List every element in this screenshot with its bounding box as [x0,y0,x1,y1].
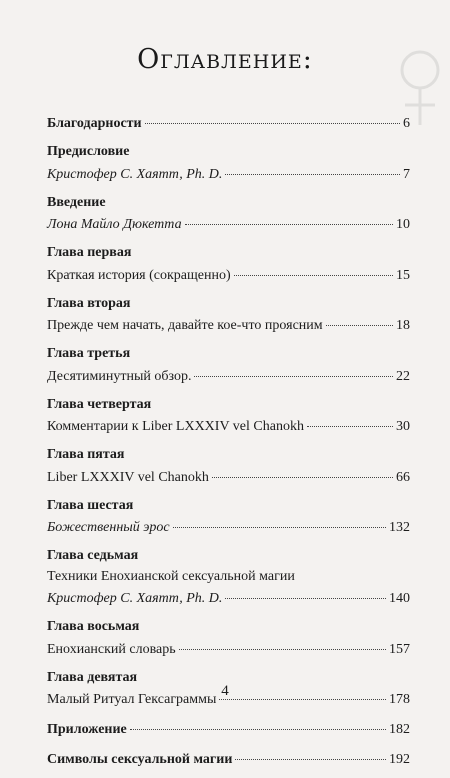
toc-heading: Благодарности [47,116,142,131]
toc-entry-acknowledgements [47,112,410,135]
toc-entry-symbols [47,748,410,771]
dot-leader [185,210,393,225]
toc-heading: Глава шестая [47,497,134,513]
toc-entry-chapter-4 [47,395,410,438]
toc-page-number: 7 [403,166,410,182]
toc-subtitle: Енохианский словарь [47,641,176,657]
toc-heading: Символы сексуальной магии [47,752,233,767]
toc-entry-chapter-5 [47,445,410,488]
toc-page-number: 10 [396,217,410,232]
toc-page-number: 30 [396,419,410,434]
toc-subtitle: Малый Ритуал Гексаграммы [47,692,217,707]
toc-entry-introduction [47,193,410,236]
dot-leader [225,584,386,599]
dot-leader [173,513,386,528]
dot-leader [235,745,386,760]
toc-subtitle: Десятиминутный обзор. [47,368,192,384]
dot-leader [179,635,386,650]
toc-subtitle: Божественный эрос [47,520,170,535]
toc-subtitle: Прежде чем начать, давайте кое-что проясним [47,318,323,333]
dot-leader [225,160,400,175]
toc-entry-appendix [47,718,410,741]
toc-page-number: 157 [389,641,410,657]
toc-subtitle: Краткая история (сокращенно) [47,267,231,283]
toc-entry-chapter-3 [47,344,410,387]
toc-heading: Глава четвертая [47,396,152,412]
toc-heading: Введение [47,194,106,210]
toc-page-number: 192 [389,752,410,767]
dot-leader [307,412,393,427]
toc-page-number: 6 [403,116,410,131]
toc-entry-chapter-7 [47,546,410,610]
toc-subtitle: Техники Енохианской сексуальной магии [47,568,295,584]
dot-leader [145,109,400,124]
toc-entry-preface [47,142,410,185]
table-of-contents [47,112,410,778]
toc-page-number: 182 [389,722,410,737]
toc-heading: Глава пятая [47,447,125,462]
toc-subtitle: Комментарии к Liber LXXXIV vel Chanokh [47,419,304,434]
toc-subtitle: Liber LXXXIV vel Chanokh [47,469,209,485]
toc-heading: Предисловие [47,144,130,159]
toc-heading: Глава первая [47,245,132,260]
toc-page-number: 66 [396,469,410,485]
toc-heading: Глава восьмая [47,619,140,634]
toc-heading: Приложение [47,722,127,737]
toc-entry-chapter-8 [47,617,410,660]
toc-subtitle: Лона Майло Дюкетта [47,217,182,232]
dot-leader [326,311,393,326]
toc-subtitle: Кристофер С. Хаятт, Ph. D. [47,166,223,182]
dot-leader [212,463,393,478]
toc-author: Кристофер С. Хаятт, Ph. D. [47,591,223,606]
page-number: 4 [221,683,229,699]
toc-heading: Глава вторая [47,295,131,311]
toc-page-number: 15 [396,267,410,283]
toc-entry-chapter-6 [47,496,410,539]
dot-leader [194,362,393,377]
dot-leader [130,715,386,730]
toc-entry-chapter-1 [47,243,410,286]
toc-heading: Глава третья [47,346,131,361]
toc-entry-chapter-2 [47,294,410,337]
toc-page-number: 22 [396,368,410,384]
toc-page-number: 132 [389,520,410,535]
toc-page-number: 18 [396,318,410,333]
toc-page-number: 178 [389,692,410,707]
toc-heading: Глава седьмая [47,548,139,563]
toc-page-number: 140 [389,591,410,606]
dot-leader [234,261,393,276]
page-title: Оглавление: [137,44,313,75]
toc-heading: Глава девятая [47,669,138,685]
